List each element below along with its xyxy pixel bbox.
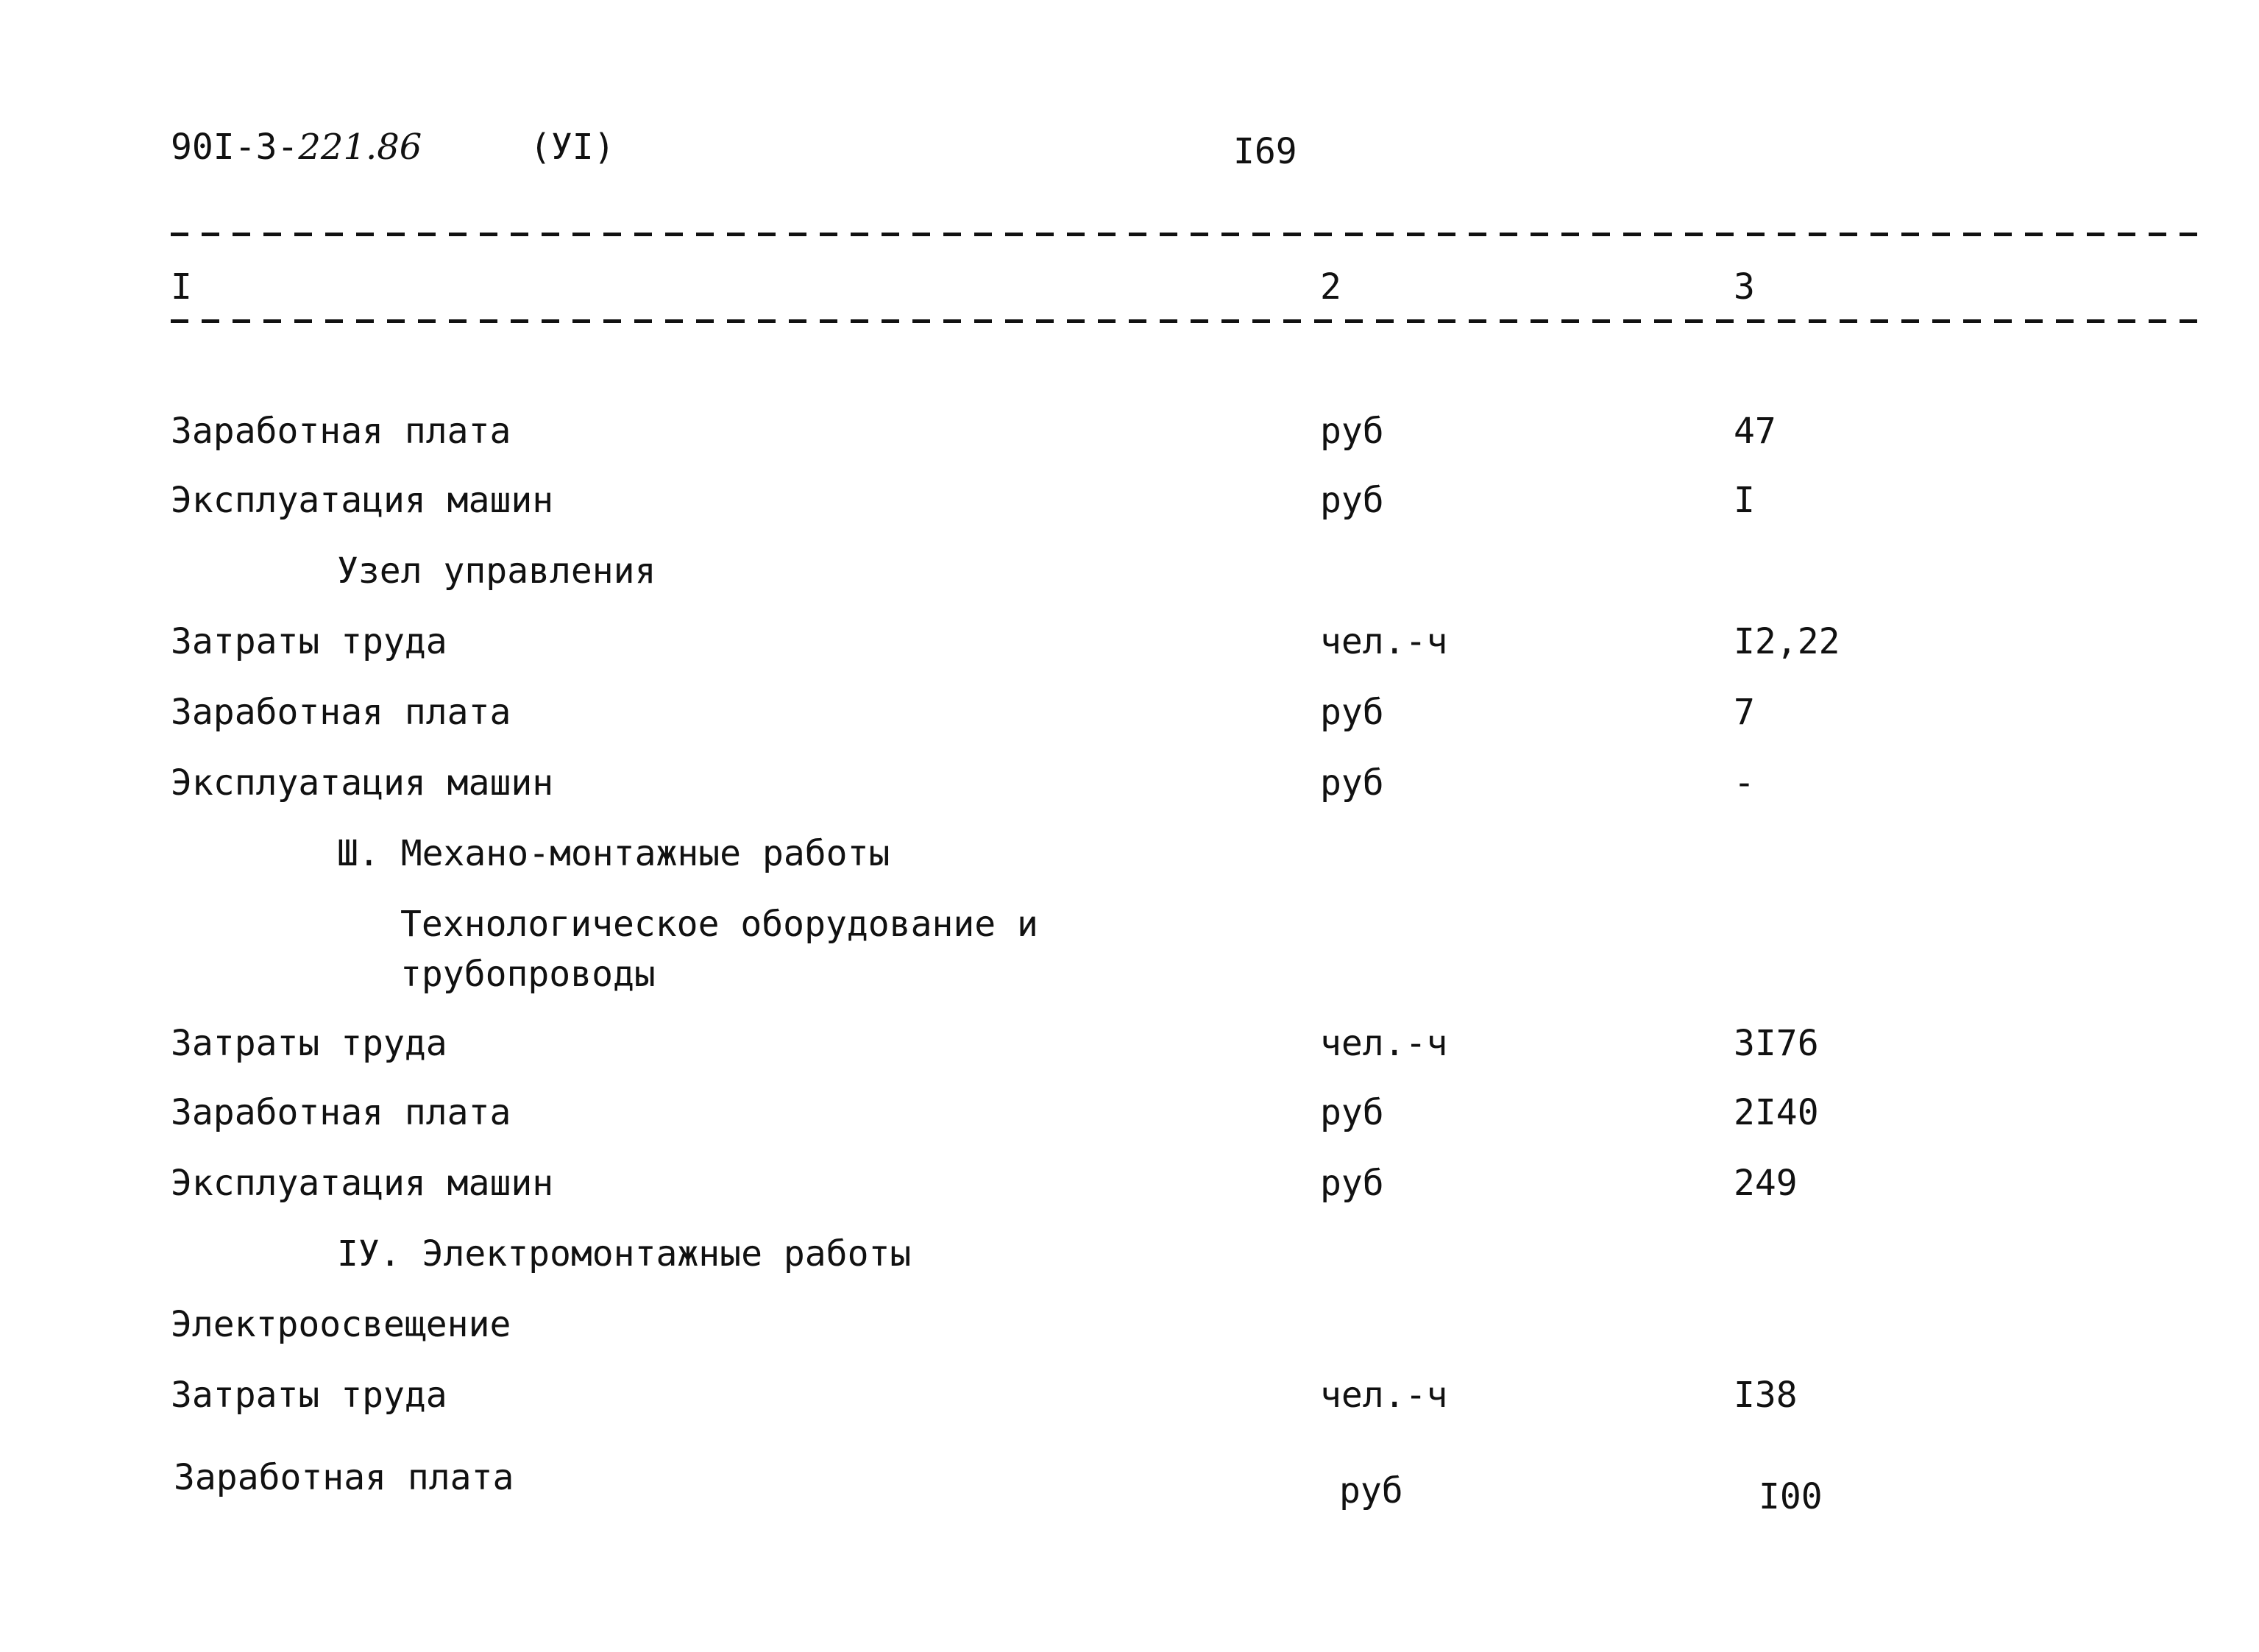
column-header-3: 3 <box>1734 266 1755 308</box>
row-unit: руб <box>1320 411 1384 452</box>
divider-top <box>171 233 2202 236</box>
volume-label: (УI) <box>530 127 615 168</box>
subsection-title-line1: Технологическое оборудование и <box>400 904 1038 945</box>
row-label: Эксплуатация машин <box>171 1163 554 1204</box>
doc-code-prefix: 90I-3- <box>171 127 299 168</box>
row-value: 2I40 <box>1734 1092 1819 1133</box>
row-value: 47 <box>1734 411 1776 452</box>
row-value: 7 <box>1734 692 1755 733</box>
row-label: Эксплуатация машин <box>171 480 554 521</box>
row-label: Заработная плата <box>171 1092 511 1133</box>
row-label: Заработная плата <box>171 692 511 733</box>
row-unit: руб <box>1320 692 1384 733</box>
subsection-title-line2: трубопроводы <box>400 954 656 995</box>
row-value: I00 <box>1759 1476 1823 1517</box>
row-label: Затраты труда <box>171 1023 447 1064</box>
row-value: I <box>1734 480 1755 521</box>
row-unit: чел.-ч <box>1320 1375 1448 1416</box>
row-label: Эксплуатация машин <box>171 762 554 804</box>
row-label: Заработная плата <box>174 1457 514 1498</box>
divider-bottom <box>171 319 2202 323</box>
row-unit: руб <box>1339 1470 1403 1511</box>
row-value: I2,22 <box>1734 621 1840 662</box>
row-heading: Электроосвещение <box>171 1304 511 1345</box>
row-value: - <box>1734 762 1755 804</box>
row-value: 3I76 <box>1734 1023 1819 1064</box>
row-value: I38 <box>1734 1375 1798 1416</box>
row-unit: чел.-ч <box>1320 621 1448 662</box>
row-label: Затраты труда <box>171 621 447 662</box>
page-number: I69 <box>1233 131 1297 172</box>
row-label: Затраты труда <box>171 1375 447 1416</box>
row-unit: руб <box>1320 1163 1384 1204</box>
section-title: Узел управления <box>337 550 656 592</box>
doc-code <box>171 125 422 169</box>
section-title: IУ. Электромонтажные работы <box>337 1233 912 1275</box>
column-header-1: I <box>171 266 192 308</box>
row-unit: чел.-ч <box>1320 1023 1448 1064</box>
row-value: 249 <box>1734 1163 1798 1204</box>
section-title: Ш. Механо-монтажные работы <box>337 833 890 874</box>
doc-code-handwritten: 221.86 <box>298 127 422 168</box>
row-unit: руб <box>1320 480 1384 521</box>
column-header-2: 2 <box>1320 266 1341 308</box>
row-unit: руб <box>1320 762 1384 804</box>
row-unit: руб <box>1320 1092 1384 1133</box>
row-label: Заработная плата <box>171 411 511 452</box>
